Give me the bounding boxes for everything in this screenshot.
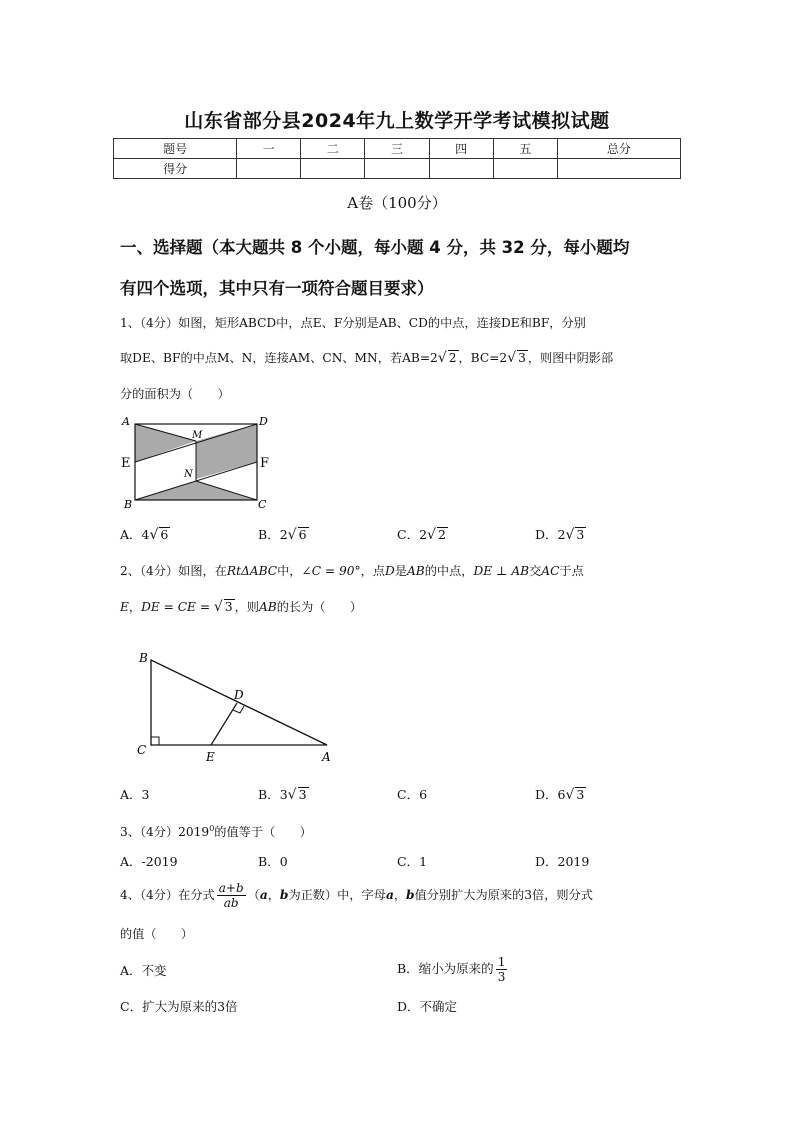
label-a: A bbox=[122, 415, 130, 428]
q1-text-c: ，则图中阴影部 bbox=[527, 351, 614, 365]
shaded-region bbox=[135, 424, 196, 462]
score-header-cell: 三 bbox=[365, 139, 429, 159]
q1-option-c[interactable]: C．2√ 2 bbox=[397, 527, 446, 543]
q1-option-b[interactable]: B．2√ 6 bbox=[258, 527, 307, 543]
score-header-cell: 总分 bbox=[557, 139, 680, 159]
q3-option-b[interactable]: B．0 bbox=[258, 854, 288, 869]
label-d: D bbox=[259, 415, 268, 428]
right-angle-c bbox=[151, 737, 159, 745]
q1-figure bbox=[118, 414, 278, 514]
score-table-score-row bbox=[114, 159, 681, 179]
q4-option-a[interactable]: A．不变 bbox=[120, 963, 167, 978]
score-header-cell: 四 bbox=[429, 139, 493, 159]
q4-option-b[interactable]: B．缩小为原来的 $\frac{1}{3}$ bbox=[397, 955, 506, 984]
score-cell[interactable] bbox=[365, 159, 429, 179]
bc-radicand: 3 bbox=[518, 351, 526, 365]
score-header-cell: 五 bbox=[493, 139, 557, 159]
triangle-abc bbox=[151, 660, 327, 745]
shaded-region bbox=[196, 424, 257, 479]
label-e: E bbox=[206, 750, 215, 764]
label-m: M bbox=[192, 430, 203, 441]
sqrt-sign: √ bbox=[437, 350, 447, 366]
label-c: C bbox=[137, 743, 147, 757]
label-a: A bbox=[322, 750, 331, 764]
q2-figure bbox=[130, 640, 340, 770]
sqrt-sign: √ bbox=[507, 350, 517, 366]
q1-text-b: ，BC= bbox=[458, 351, 500, 365]
bc-coef: 2 bbox=[499, 351, 508, 365]
q3-option-a[interactable]: A．-2019 bbox=[120, 854, 178, 869]
q1-text-a: 取DE、BF的中点M、N，连接AM、CN、MN，若AB= bbox=[120, 351, 431, 365]
q4-fraction: $\frac{a+b}{ab}$ bbox=[218, 881, 244, 910]
q1-option-a[interactable]: A．4√ 6 bbox=[120, 527, 169, 543]
q2-option-c[interactable]: C．6 bbox=[397, 787, 428, 802]
ab-radicand: 2 bbox=[448, 351, 457, 365]
score-header-cell: 题号 bbox=[114, 139, 237, 159]
section1-heading-line2: 有四个选项，其中只有一项符合题目要求） bbox=[120, 279, 434, 298]
q4-line1: 4、（4分）在分式 $\frac{a+b}{ab}$ （a，b为正数）中，字母a，b值分别扩大为原来的3倍，则分式 bbox=[120, 881, 593, 910]
score-cell[interactable] bbox=[493, 159, 557, 179]
score-header-cell: 一 bbox=[237, 139, 301, 159]
score-table bbox=[113, 138, 681, 179]
q3-option-c[interactable]: C．1 bbox=[397, 854, 428, 869]
q2-option-d[interactable]: D．6√ 3 bbox=[535, 787, 585, 803]
score-cell[interactable] bbox=[237, 159, 301, 179]
q4-option-c[interactable]: C．扩大为原来的3倍 bbox=[120, 999, 238, 1014]
segment-de bbox=[211, 703, 237, 745]
q1-option-d[interactable]: D．2√ 3 bbox=[535, 527, 585, 543]
q1-line2 bbox=[120, 348, 680, 368]
ab-coef: 2 bbox=[430, 351, 438, 365]
score-header-cell: 二 bbox=[301, 139, 365, 159]
q2-option-b[interactable]: B．3√ 3 bbox=[258, 787, 307, 803]
label-f: F bbox=[260, 456, 270, 471]
score-cell[interactable] bbox=[301, 159, 365, 179]
label-e: E bbox=[121, 456, 131, 471]
q1-line1: 1、（4分）如图，矩形ABCD中，点E、F分别是AB、CD的中点，连接DE和BF，分别 bbox=[120, 316, 586, 330]
q4-line2: 的值（ ） bbox=[120, 927, 194, 941]
label-c: C bbox=[258, 498, 267, 511]
score-cell[interactable] bbox=[429, 159, 493, 179]
q2-line2: E，DE = CE = √ 3 ，则AB的长为（ ） bbox=[120, 599, 363, 615]
label-b: B bbox=[124, 498, 133, 511]
a-volume-heading: A卷（100分） bbox=[347, 194, 447, 212]
score-table-header-row bbox=[114, 139, 681, 159]
score-cell[interactable] bbox=[557, 159, 680, 179]
q1-line3: 分的面积为（ ） bbox=[120, 387, 230, 401]
shaded-region bbox=[135, 481, 257, 500]
q3-option-d[interactable]: D．2019 bbox=[535, 854, 590, 869]
q3-line: 3、（4分）2019$^0$的值等于（ ） bbox=[120, 824, 312, 840]
section1-heading-line1: 一、选择题（本大题共 8 个小题，每小题 4 分，共 32 分，每小题均 bbox=[120, 238, 630, 257]
label-b: B bbox=[139, 651, 148, 665]
q4-option-d[interactable]: D．不确定 bbox=[397, 999, 458, 1014]
q2-line1: 2、（4分）如图，在RtΔABC中，∠C = 90°，点D是AB的中点，DE ⊥ AB交AC于点 bbox=[120, 564, 584, 578]
label-d: D bbox=[234, 688, 244, 702]
q2-option-a[interactable]: A．3 bbox=[120, 787, 150, 802]
label-n: N bbox=[184, 469, 193, 480]
page-title: 山东省部分县2024年九上数学开学考试模拟试题 bbox=[184, 110, 610, 132]
score-row-label: 得分 bbox=[114, 159, 237, 179]
